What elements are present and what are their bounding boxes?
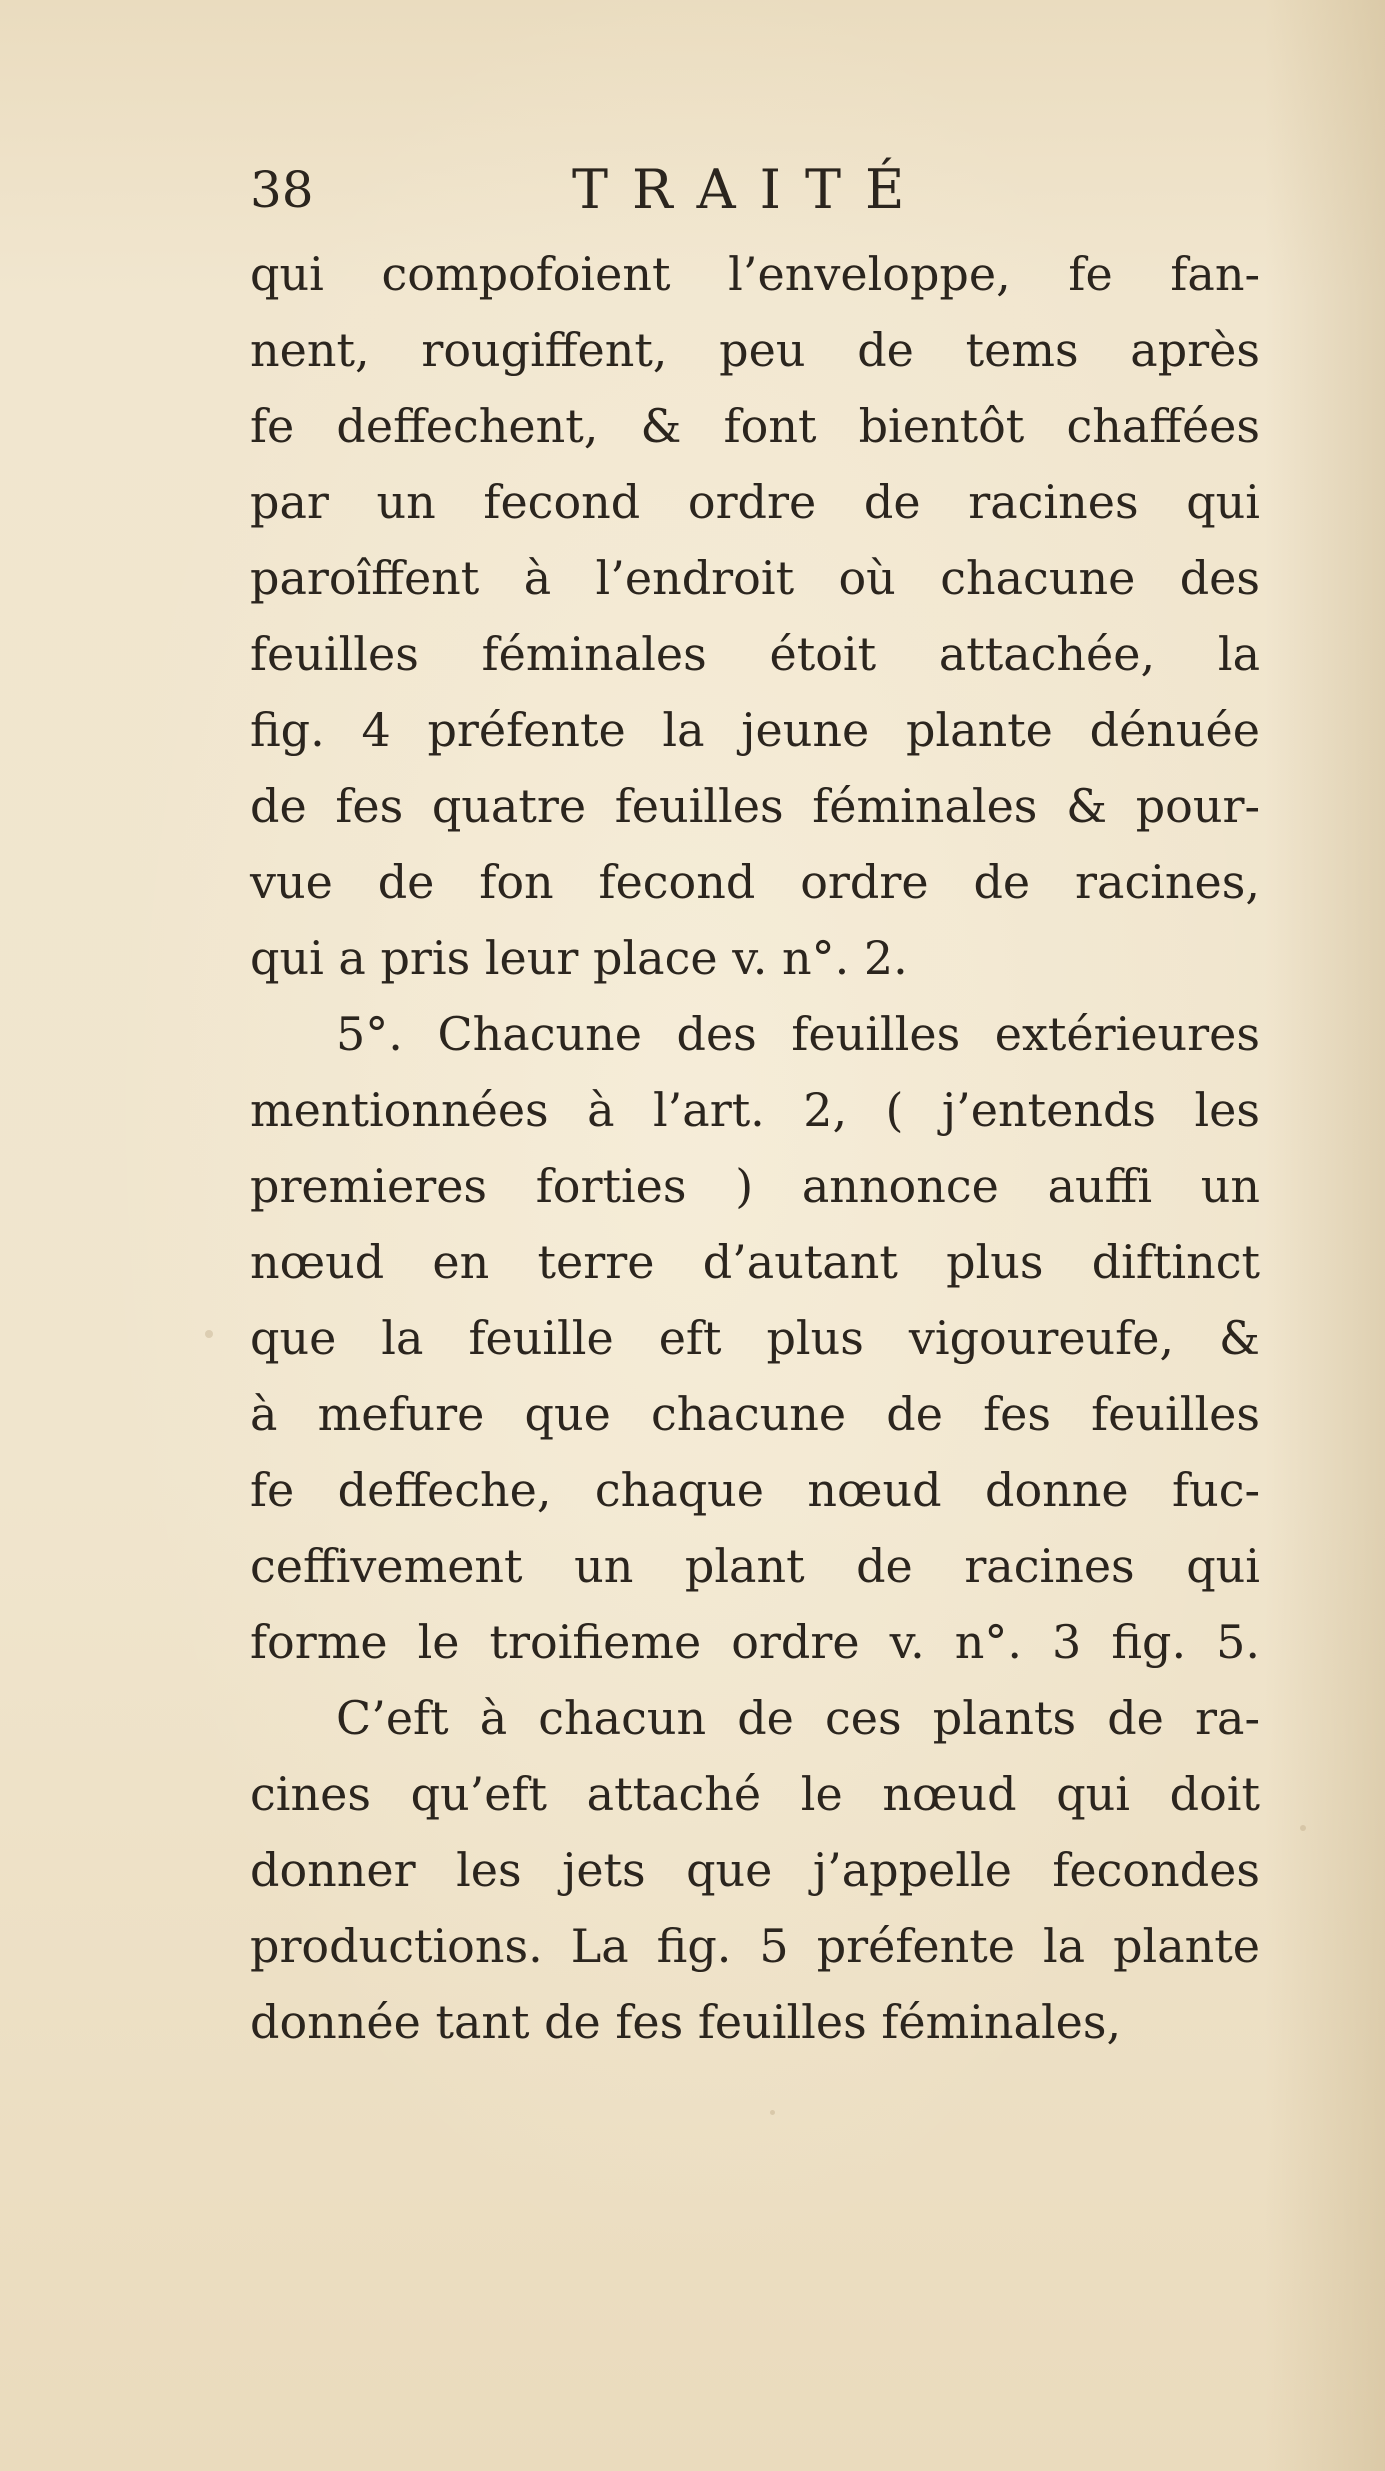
text-line: premieres forties ) annonce auffi un [250,1159,1260,1213]
text-line: nent, rougiffent, peu de tems après [250,323,1260,377]
paper-stain [205,1330,213,1338]
text-line: C’eft à chacun de ces plants de ra- [336,1691,1260,1745]
body-text [250,236,1260,2060]
text-line: donner les jets que j’appelle fecondes [250,1843,1260,1897]
text-line: vue de fon fecond ordre de racines, [250,855,1260,909]
text-line: que la feuille eft plus vigoureufe, & [250,1311,1260,1365]
text-line: qui compofoient l’enveloppe, fe fan- [250,247,1260,301]
text-line: qui a pris leur place v. n°. 2. [250,931,908,985]
text-line: nœud en terre d’autant plus diftinct [250,1235,1260,1289]
text-line: fe deffeche, chaque nœud donne fuc- [250,1463,1260,1517]
text-line: ceffivement un plant de racines qui [250,1539,1260,1593]
text-line: cines qu’eft attaché le nœud qui doit [250,1767,1260,1821]
text-line: fe deffechent, & font bientôt chaffées [250,399,1260,453]
text-line: fig. 4 préfente la jeune plante dénuée [250,703,1260,757]
text-line: productions. La fig. 5 préfente la plante [250,1919,1260,1973]
text-line: mentionnées à l’art. 2, ( j’entends les [250,1083,1260,1137]
text-line: 5°. Chacune des feuilles extérieures [336,1007,1260,1061]
page-header [250,150,1250,230]
text-line: feuilles féminales étoit attachée, la [250,627,1260,681]
text-line: par un fecond ordre de racines qui [250,475,1260,529]
paper-stain [1300,1825,1306,1831]
running-head: TRAITÉ [572,158,929,221]
text-line: à mefure que chacune de fes feuilles [250,1387,1260,1441]
text-line: donnée tant de fes feuilles féminales, [250,1995,1122,2049]
page-number: 38 [250,161,314,219]
text-line: paroîffent à l’endroit où chacune des [250,551,1260,605]
text-line: forme le troifieme ordre v. n°. 3 fig. 5. [250,1615,1260,1669]
paper-stain [770,2110,775,2115]
text-line: de fes quatre feuilles féminales & pour- [250,779,1260,833]
